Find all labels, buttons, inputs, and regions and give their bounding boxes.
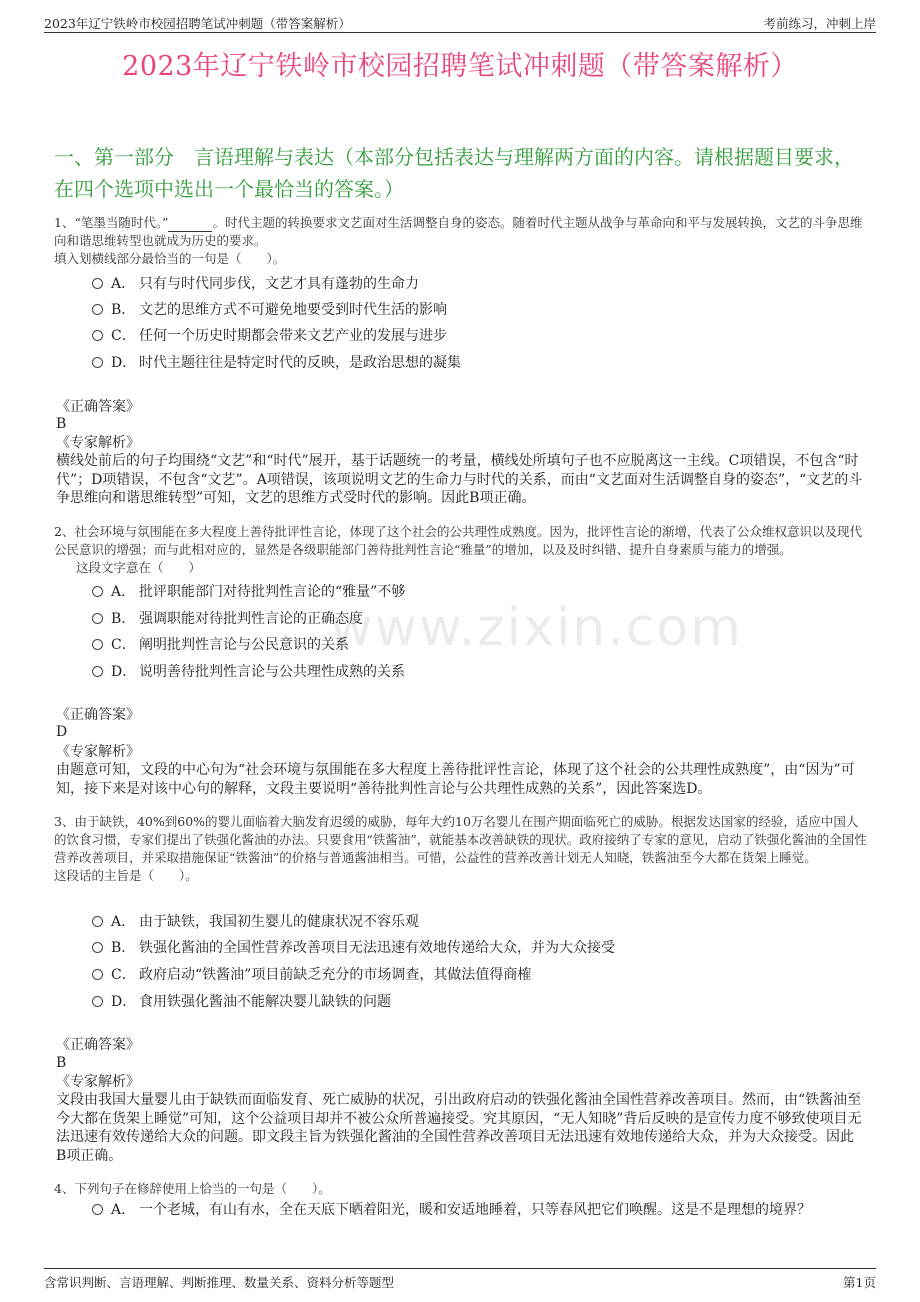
q2-answer: D bbox=[56, 724, 68, 740]
q3-analysis: 文段由我国大量婴儿由于缺铁而面临发育、死亡威胁的状况，引出政府启动的铁强化酱油全国性营养改善项目。然而，由“铁酱油至今大都在货架上睡觉”可知，这个公益项目却并不被公众所普遍接受。究其原因，“无人知晓”背后反映的是宣传力度不够致使项目无法迅速有效传递给大众的问题。即文段主旨为铁强化酱油的全国性营养改善项目无法迅速有效地传递给大众，并为大众接受。因此B项正确。 bbox=[56, 1092, 862, 1164]
radio-icon[interactable] bbox=[92, 586, 103, 597]
analysis-label: 《专家解析》 bbox=[56, 435, 140, 451]
radio-icon[interactable] bbox=[92, 278, 103, 289]
analysis-label: 《专家解析》 bbox=[56, 744, 140, 760]
q2-option-b[interactable]: B． 强调职能对待批判性言论的正确态度 bbox=[92, 607, 872, 631]
question-2-prompt: 这段文字意在（ ） bbox=[76, 560, 202, 575]
radio-icon[interactable] bbox=[92, 969, 103, 980]
question-2-stem: 2、社会环境与氛围能在多大程度上善待批评性言论，体现了这个社会的公共理性成熟度。因为，批评性言论的渐增，代表了公众维权意识以及现代公民意识的增强；而与此相对应的，显然是各级职能部门善待批判性言论“雅量”的增加，以及及时纠错、提升自身素质与能力的增强。 这段文字意在（ ） bbox=[54, 523, 868, 577]
page-title: 2023年辽宁铁岭市校园招聘笔试冲刺题（带答案解析） bbox=[122, 51, 798, 82]
q2-option-c[interactable]: C． 阐明批判性言论与公民意识的关系 bbox=[92, 633, 872, 657]
radio-icon[interactable] bbox=[92, 613, 103, 624]
q1-option-d[interactable]: D． 时代主题往往是特定时代的反映，是政治思想的凝集 bbox=[92, 351, 872, 375]
q3-option-c[interactable]: C． 政府启动“铁酱油”项目前缺乏充分的市场调查，其做法值得商榷 bbox=[92, 963, 872, 987]
q3-option-d[interactable]: D． 食用铁强化酱油不能解决婴儿缺铁的问题 bbox=[92, 990, 872, 1014]
radio-icon[interactable] bbox=[92, 1204, 103, 1215]
q1-option-c[interactable]: C． 任何一个历史时期都会带来文艺产业的发展与进步 bbox=[92, 324, 872, 348]
q2-option-d[interactable]: D． 说明善待批判性言论与公共理性成熟的关系 bbox=[92, 660, 872, 684]
radio-icon[interactable] bbox=[92, 304, 103, 315]
q1-option-b[interactable]: B． 文艺的思维方式不可避免地要受到时代生活的影响 bbox=[92, 298, 872, 322]
radio-icon[interactable] bbox=[92, 942, 103, 953]
q4-option-a[interactable]: A． 一个老城，有山有水，全在天底下晒着阳光，暖和安适地睡着，只等春风把它们唤醒。这是不是理想的境界？ bbox=[92, 1198, 872, 1222]
answer-label: 《正确答案》 bbox=[56, 1037, 140, 1053]
question-3-prompt: 这段话的主旨是（ ）。 bbox=[54, 868, 198, 883]
watermark-text: www.zixin.com bbox=[330, 598, 743, 658]
radio-icon[interactable] bbox=[92, 330, 103, 341]
q3-answer: B bbox=[56, 1055, 67, 1071]
radio-icon[interactable] bbox=[92, 996, 103, 1007]
header-doc-title: 2023年辽宁铁岭市校园招聘笔试冲刺题（带答案解析） bbox=[44, 16, 351, 31]
radio-icon[interactable] bbox=[92, 639, 103, 650]
answer-label: 《正确答案》 bbox=[56, 707, 140, 723]
answer-label: 《正确答案》 bbox=[56, 399, 140, 415]
question-1-stem: 1、“笔墨当随时代。” 。时代主题的转换要求文艺面对生活调整自身的姿态。随着时代主题从战争与革命向和平与发展转换，文艺的斗争思维向和谐思维转型也就成为历史的要求。 填入划横线部分最恰当的一句是（ ）。 bbox=[54, 214, 868, 268]
q1-option-a[interactable]: A． 只有与时代同步伐，文艺才具有蓬勃的生命力 bbox=[92, 272, 872, 296]
radio-icon[interactable] bbox=[92, 916, 103, 927]
section-heading: 一、第一部分 言语理解与表达（本部分包括表达与理解两方面的内容。请根据题目要求，在四个选项中选出一个最恰当的答案。） bbox=[54, 145, 854, 201]
radio-icon[interactable] bbox=[92, 666, 103, 677]
q3-option-a[interactable]: A． 由于缺铁，我国初生婴儿的健康状况不容乐观 bbox=[92, 910, 872, 934]
q2-option-a[interactable]: A． 批评职能部门对待批判性言论的“雅量”不够 bbox=[92, 580, 872, 604]
q1-answer: B bbox=[56, 416, 67, 432]
q3-option-b[interactable]: B． 铁强化酱油的全国性营养改善项目无法迅速有效地传递给大众，并为大众接受 bbox=[92, 936, 872, 960]
radio-icon[interactable] bbox=[92, 357, 103, 368]
question-1-prompt: 填入划横线部分最恰当的一句是（ ）。 bbox=[54, 251, 286, 266]
page-header bbox=[44, 12, 876, 33]
footer-note: 含常识判断、言语理解、判断推理、数量关系、资料分析等题型 bbox=[44, 1275, 395, 1290]
answer-blank bbox=[168, 219, 212, 232]
q2-analysis: 由题意可知，文段的中心句为“社会环境与氛围能在多大程度上善待批评性言论，体现了这个社会的公共理性成熟度”，由“因为”可知，接下来是对该中心句的解释，文段主要说明“善待批判性言论与公共理性成熟的关系”，因此答案选D。 bbox=[56, 762, 855, 797]
analysis-label: 《专家解析》 bbox=[56, 1074, 140, 1090]
page-footer bbox=[44, 1268, 876, 1290]
page-number: 第1页 bbox=[843, 1275, 876, 1290]
header-slogan: 考前练习，冲刺上岸 bbox=[763, 16, 876, 31]
question-4-stem: 4、下列句子在修辞使用上恰当的一句是（ ）。 bbox=[54, 1181, 331, 1196]
q1-analysis: 横线处前后的句子均围绕“文艺”和“时代”展开，基于话题统一的考量，横线处所填句子也不应脱离这一主线。C项错误，不包含“时代”；D项错误，不包含“文艺”。A项错误，该项说明文艺的生命力与时代的关系，而由“文艺面对生活调整自身的姿态”，“文艺的斗争思维向和谐思维转型”可知，文艺的思维方式受时代的影响。因此B项正确。 bbox=[56, 453, 863, 506]
question-3-stem: 3、由于缺铁，40%到60%的婴儿面临着大脑发育迟缓的威胁，每年大约10万名婴儿在围产期面临死亡的威胁。根据发达国家的经验，适应中国人的饮食习惯，专家们提出了铁强化酱油的办法。只要食用“铁酱油”，就能基本改善缺铁的现状。政府接纳了专家的意见，启动了铁强化酱油的全国性营养改善项目，并采取措施保证“铁酱油”的价格与普通酱油相当。可惜，公益性的营养改善计划无人知晓，铁酱油至今大都在货架上睡觉。 这段话的主旨是（ ）。 bbox=[54, 814, 867, 883]
